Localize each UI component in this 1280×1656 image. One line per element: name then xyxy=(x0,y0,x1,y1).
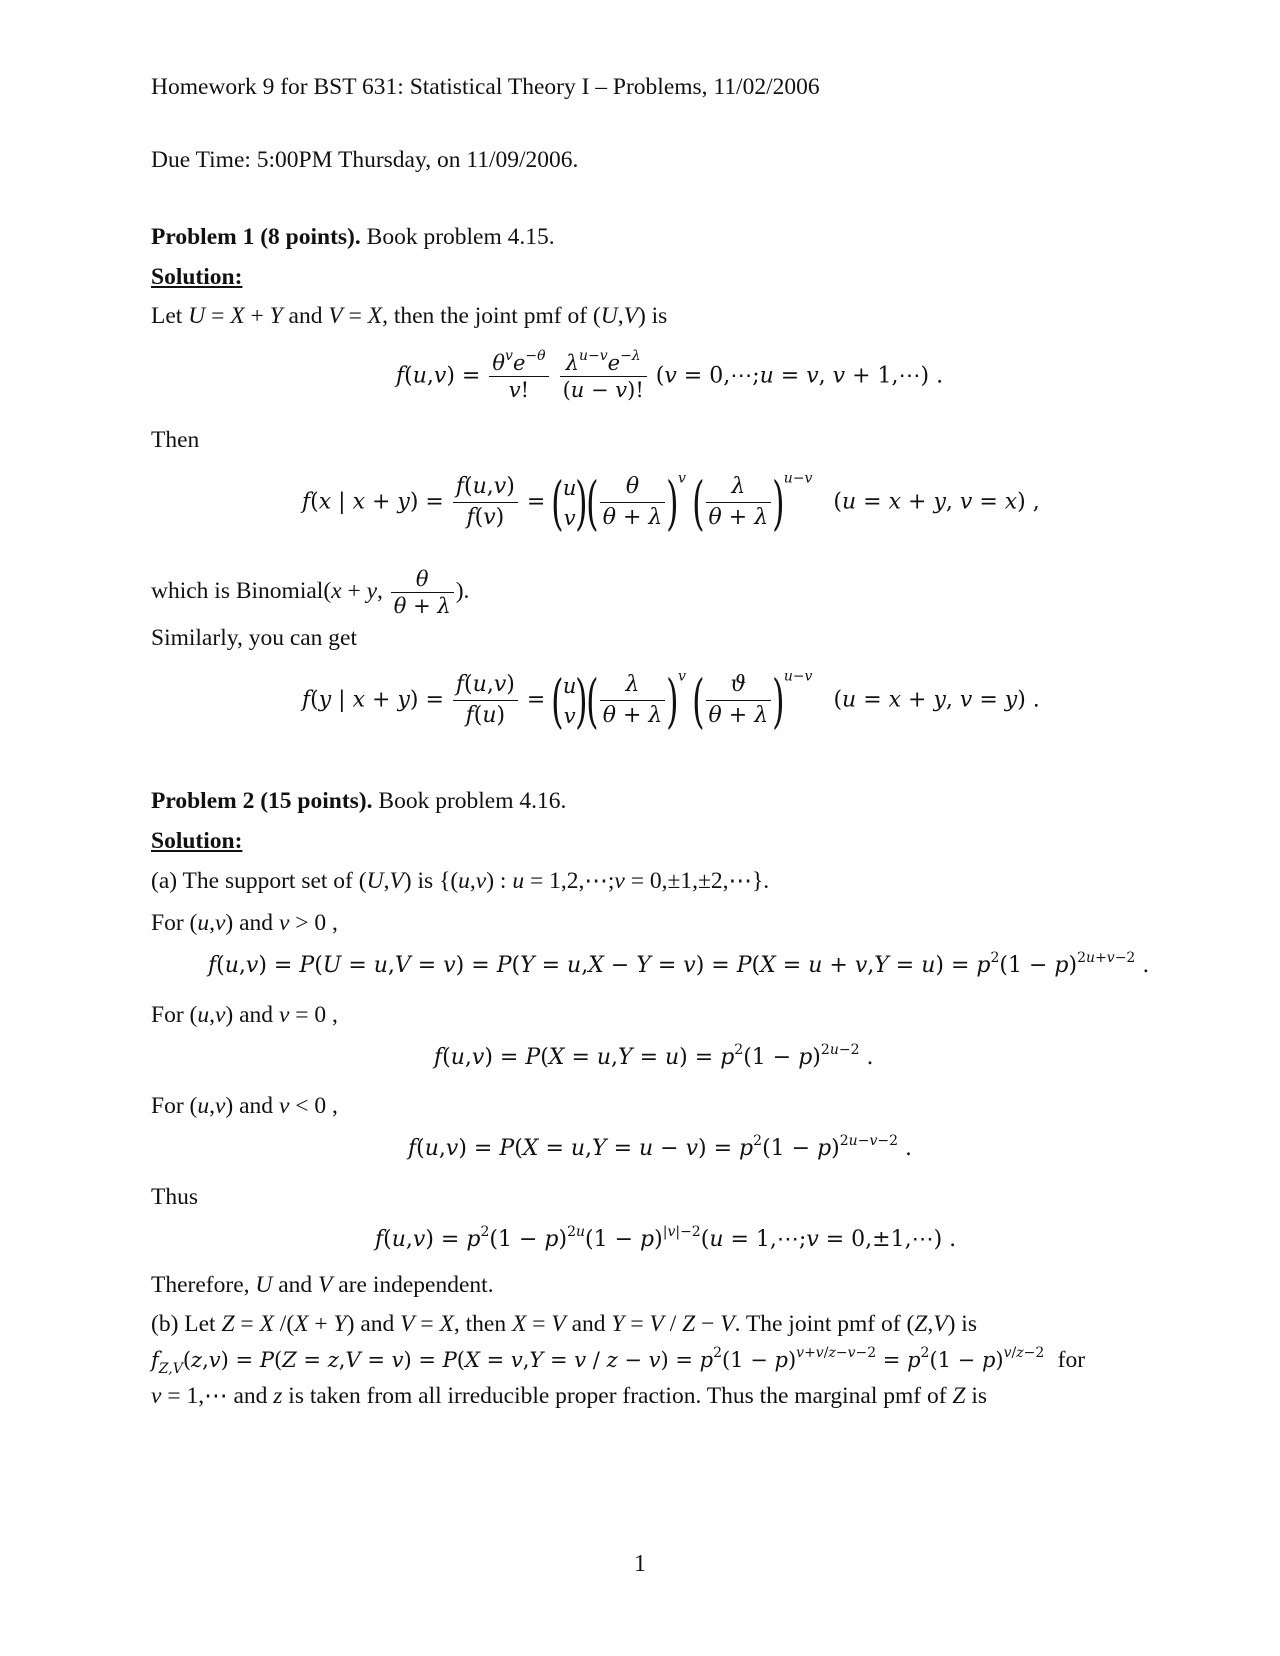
case-v-negative: For (u,v) and v < 0 , xyxy=(151,1093,338,1119)
marginal-pmf-statement: v = 1,⋯ and z is taken from all irreducible proper fraction. Thus the marginal pmf of Z is xyxy=(151,1383,988,1409)
joint-pmf-equation: f(u,v) = $\frac{\theta^ve^{-\theta}}{v!}$ $\frac{\lambda^{u-v}e^{-\lambda}}{(u - v)!}$ (v = 0,⋯;u = v, v + 1,⋯) . xyxy=(396,348,944,402)
page-number: 1 xyxy=(634,1551,646,1577)
problem-1-intro: Let U = X + Y and V = X, then the joint pmf of (U,V) is xyxy=(151,303,668,329)
part-b-statement: (b) Let Z = X /(X + Y) and V = X, then X = V and Y = V / Z − V. The joint pmf of (Z,V) is xyxy=(151,1311,977,1337)
problem-1-label: Problem 1 (8 points). xyxy=(151,224,361,250)
problem-1-heading xyxy=(151,222,555,252)
similarly-label: Similarly, you can get xyxy=(151,625,358,651)
due-time: Due Time: 5:00PM Thursday, on 11/09/2006. xyxy=(151,147,579,173)
then-label: Then xyxy=(151,427,200,453)
conditional-y-equation: f(y | x + y) = $\frac{f(u,v)}{f(u)}$ = ( u v )( $\frac{\lambda}{\theta + \lambda}$ )$^v$ ( $\frac{ϑ}{\theta + \lambda}$ )$^{u-v}$ (u = x + y, v = y) . xyxy=(302,666,1040,735)
conditional-x-equation: f(x | x + y) = $\frac{f(u,v)}{f(v)}$ = ( u v )( $\frac{\theta}{\theta + \lambda}$ )$^v$ ( $\frac{\lambda}{\theta + \lambda}$ )$^{u-v}$ (u = x + y, v = x) , xyxy=(302,468,1040,537)
case-v-positive: For (u,v) and v > 0 , xyxy=(151,910,338,936)
joint-pmf-zv-equation: $f_{Z,V}(z,v) = P(Z = z,V = v) = P(X = v,Y = v / z - v) = p^2(1 - p)^{v+v/z-v-2} = p^2(1 - p)^{v/z-2}$ for xyxy=(151,1345,1086,1377)
document-title: Homework 9 for BST 631: Statistical Theory I – Problems, 11/02/2006 xyxy=(151,74,820,100)
problem-2-label: Problem 2 (15 points). xyxy=(151,788,373,814)
independence-conclusion: Therefore, U and V are independent. xyxy=(151,1272,494,1298)
binomial-statement: which is Binomial(x + y, $\frac{\theta}{\theta + \lambda}$ ). xyxy=(151,567,470,618)
support-set-statement: (a) The support set of (U,V) is {(u,v) : u = 1,2,⋯;v = 0,±1,±2,⋯}. xyxy=(151,868,770,894)
factorized-pmf-equation: $f(u,v) = p^2(1 - p)^{2u}(1 - p)^{|v|-2}(u$ = 1,⋯;v = 0,±1,⋯) . xyxy=(375,1224,957,1252)
pmf-v-positive-equation: $f(u,v) = P(U = u,V = v) = P(Y = u,X - Y = v) = P(X = u + v,Y = u) = p^2(1 - p)^{2u+v-2}$ . xyxy=(208,950,1150,978)
pmf-v-zero-equation: $f(u,v) = P(X = u,Y = u) = p^2(1 - p)^{2u-2}$ . xyxy=(434,1042,874,1070)
case-v-zero: For (u,v) and v = 0 , xyxy=(151,1002,338,1028)
problem-1-solution-label: Solution: xyxy=(151,264,243,290)
problem-2-solution-label: Solution: xyxy=(151,828,243,854)
problem-2-heading xyxy=(151,786,566,816)
thus-label: Thus xyxy=(151,1184,198,1210)
problem-2-task: Book problem 4.16. xyxy=(372,788,567,814)
pmf-v-negative-equation: $f(u,v) = P(X = u,Y = u - v) = p^2(1 - p)^{2u-v-2}$ . xyxy=(408,1133,912,1161)
problem-1-task: Book problem 4.15. xyxy=(360,224,555,250)
